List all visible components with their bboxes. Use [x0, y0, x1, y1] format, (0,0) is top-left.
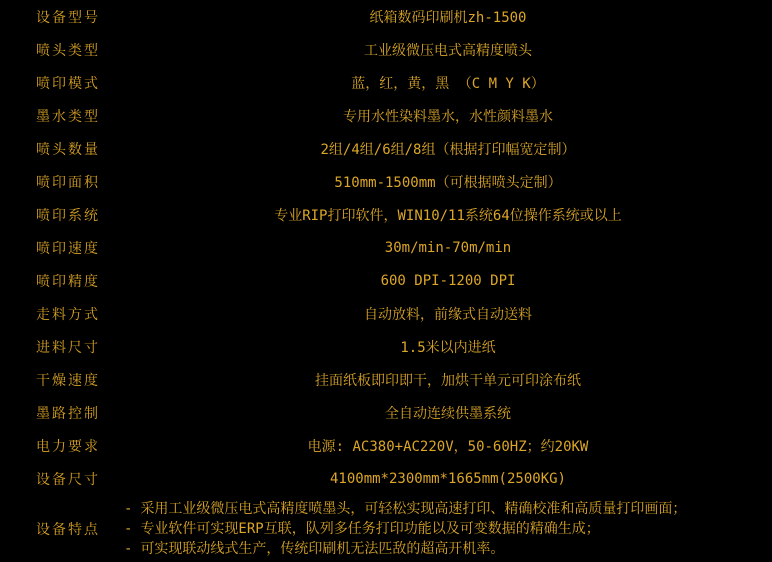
- feature-text: 可实现联动线式生产，传统印刷机无法匹敌的超高开机率。: [140, 541, 505, 557]
- spec-row: [0, 430, 772, 463]
- spec-row: [0, 231, 772, 264]
- spec-value: 专业RIP打印软件，WIN10/11系统64位操作系统或以上: [274, 207, 622, 224]
- spec-value: 2组/4组/6组/8组（根据打印幅宽定制）: [320, 141, 576, 158]
- spec-row: [0, 331, 772, 364]
- spec-row: [0, 99, 772, 132]
- spec-value: 工业级微压电式高精度喷头: [364, 42, 532, 59]
- features-list: [124, 499, 772, 559]
- spec-row: [0, 463, 772, 496]
- bullet-dash: -: [124, 521, 133, 537]
- spec-row: [0, 0, 772, 33]
- spec-row: [0, 33, 772, 66]
- spec-label: 进料尺寸: [36, 340, 100, 357]
- spec-value: 挂面纸板即印即干，加烘干单元可印涂布纸: [315, 373, 581, 390]
- spec-row: [0, 165, 772, 198]
- spec-value: 30m/min-70m/min: [384, 239, 512, 256]
- spec-row: [0, 364, 772, 397]
- features-row: [0, 496, 772, 562]
- spec-value: 600 DPI-1200 DPI: [380, 273, 516, 290]
- spec-value: 自动放料，前缘式自动送料: [364, 307, 532, 324]
- spec-label: 喷印模式: [36, 75, 100, 92]
- spec-value: 全自动连续供墨系统: [385, 406, 511, 423]
- spec-label: 喷头类型: [36, 42, 100, 59]
- spec-value: 电源: AC380+AC220V，50-60HZ；约20KW: [307, 439, 589, 456]
- spec-value: 蓝，红，黄，黑 （C M Y K）: [351, 75, 545, 92]
- spec-label: 电力要求: [36, 439, 100, 456]
- bullet-dash: -: [124, 541, 133, 557]
- spec-label-features: 设备特点: [36, 522, 100, 538]
- bullet-dash: -: [124, 501, 133, 517]
- spec-row: [0, 132, 772, 165]
- spec-row: [0, 198, 772, 231]
- spec-value: 1.5米以内进纸: [400, 340, 496, 357]
- spec-label: 设备型号: [36, 9, 100, 26]
- spec-value: 专用水性染料墨水，水性颜料墨水: [343, 108, 553, 125]
- spec-value: 510mm-1500mm（可根据喷头定制）: [334, 174, 562, 191]
- spec-label: 干燥速度: [36, 373, 100, 390]
- spec-label: 墨路控制: [36, 406, 100, 423]
- spec-label: 喷印面积: [36, 174, 100, 191]
- feature-item: [124, 519, 772, 539]
- spec-label: 墨水类型: [36, 108, 100, 125]
- spec-row: [0, 265, 772, 298]
- spec-row: [0, 397, 772, 430]
- feature-text: 采用工业级微压电式高精度喷墨头，可轻松实现高速打印、精确校准和高质量打印画面；: [140, 501, 687, 517]
- spec-label: 走料方式: [36, 307, 100, 324]
- spec-label: 喷印速度: [36, 240, 100, 257]
- feature-text: 专业软件可实现ERP互联，队列多任务打印功能以及可变数据的精确生成；: [140, 521, 600, 537]
- spec-label: 喷头数量: [36, 141, 100, 158]
- spec-value: 纸箱数码印刷机zh-1500: [369, 9, 527, 26]
- feature-item: [124, 539, 772, 559]
- feature-item: [124, 499, 772, 519]
- spec-label: 喷印精度: [36, 274, 100, 291]
- spec-row: [0, 66, 772, 99]
- spec-label: 设备尺寸: [36, 472, 100, 489]
- spec-value: 4100mm*2300mm*1665mm(2500KG): [329, 471, 566, 488]
- spec-label: 喷印系统: [36, 207, 100, 224]
- spec-row: [0, 298, 772, 331]
